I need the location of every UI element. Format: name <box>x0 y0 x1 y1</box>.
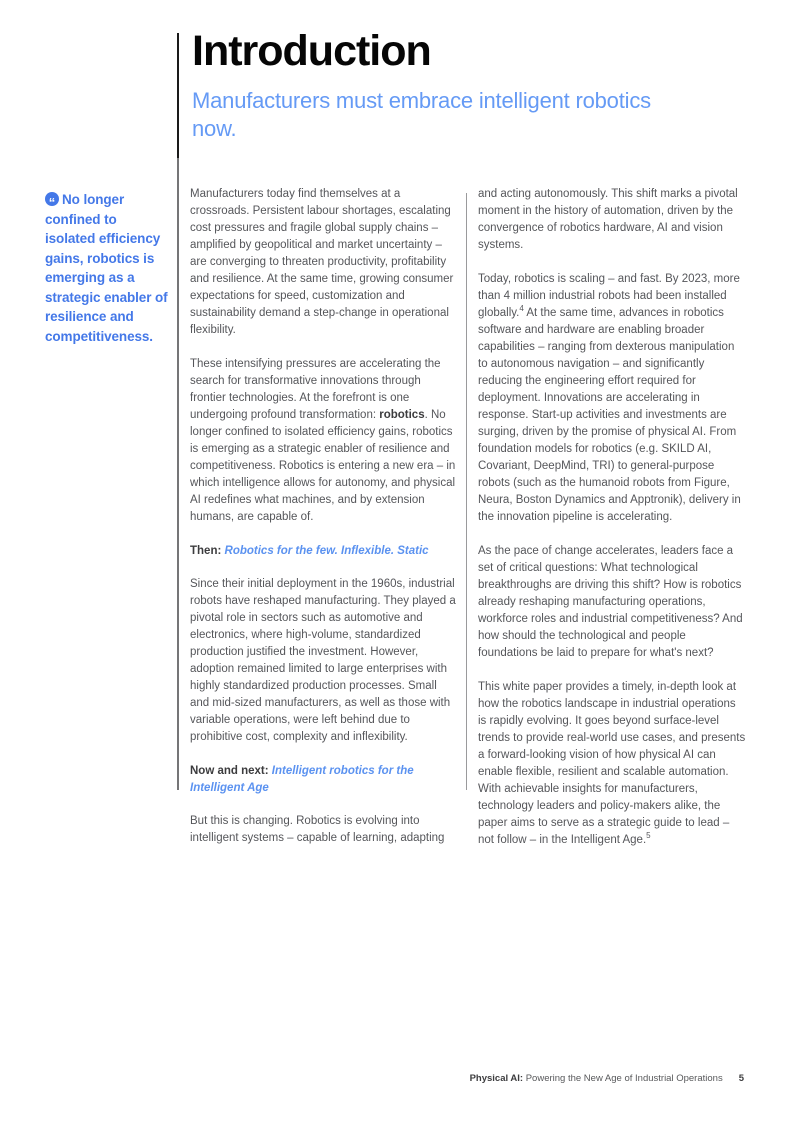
quote-icon <box>45 192 59 206</box>
pullquote <box>45 190 169 346</box>
pullquote-text: No longer confined to isolated efficiency gains, robotics is emerging as a strategic enabler of resilience and competitiveness. <box>45 192 168 344</box>
doc-footer <box>470 1073 744 1085</box>
paragraph-1960s-deployment: Since their initial deployment in the 1960s, industrial robots have reshaped manufacturing. They played a pivotal role in sectors such as automotive and electronics, where high-volume, standardized production justified the investment. However, adoption remained limited to large enterprises with highly standardized production processes. Small and mid-sized manufacturers, as well as those with variable operations, were left behind due to prohibitive cost, complexity and inflexibility. <box>190 578 456 743</box>
section-heading-then: Then: Robotics for the few. Inflexible. Static <box>190 545 429 557</box>
footer-doc-title <box>470 1073 723 1085</box>
paragraph-intensifying-pressures: These intensifying pressures are accelerating the search for transformative innovations through frontier technologies. At the forefront is one undergoing profound transformation: robotics. No longer confined to isolated efficiency gains, robotics is emerging as a strategic enabler of resilience and competitiveness. Robotics is entering a new era – in which intelligence allows for autonomy, and physical AI redefines what machines, and by extension humans, are capable of. <box>190 358 456 523</box>
left-column-divider <box>177 158 179 790</box>
body-column-1 <box>190 186 457 864</box>
footer-doc-title-rest: Powering the New Age of Industrial Operations <box>523 1073 723 1084</box>
section-heading-now-and-next: Now and next: Intelligent robotics for the Intelligent Age <box>190 765 414 794</box>
doc-header <box>192 29 692 143</box>
footnote-ref-4: 4 <box>519 304 524 314</box>
paragraph-this-is-changing: But this is changing. Robotics is evolving into intelligent systems – capable of learning, adapting <box>190 815 445 844</box>
page-title: Introduction <box>192 27 431 75</box>
footer-doc-title-bold: Physical AI: <box>469 1073 524 1084</box>
title-rule <box>177 33 179 158</box>
page-number: 5 <box>738 1073 744 1084</box>
bold-robotics: robotics <box>379 409 425 421</box>
paragraph-white-paper-purpose: This white paper provides a timely, in-depth look at how the robotics landscape in industrial operations is rapidly evolving. It goes beyond surface-level trends to provide real-world use cases, and presents a forward-looking vision of how physical AI can enable flexible, resilient and scalable automation. With achievable insights for manufacturers, technology leaders and policy-makers alike, the paper aims to serve as a strategic guide to lead – not follow – in the Intelligent Age.$^5$ <box>478 681 746 846</box>
paragraph-robotics-scaling: Today, robotics is scaling – and fast. By 2023, more than 4 million industrial robots had been installed globally.$^4$ At the same time, advances in robotics software and hardware are enabling broader capabilities – ranging from dexterous manipulation to autonomous navigation – and significantly reducing the engineering effort required for deployment. Innovations are accelerating in response. Start-up activities and investments are surging, driven by the promise of physical AI. From foundation models for robotics (e.g. SKILD AI, Covariant, DeepMind, TRI) to general-purpose robots (such as the humanoid robots from Figure, Neura, Boston Dynamics and Apptronik), delivery in the innovation pipeline is accelerating. <box>478 273 741 523</box>
body-column-2 <box>478 186 746 866</box>
page-subtitle: Manufacturers must embrace intelligent robotics now. <box>192 88 651 142</box>
paragraph-critical-questions: As the pace of change accelerates, leaders face a set of critical questions: What technological breakthroughs are driving this shift? How is robotics already reshaping manufacturing operations, workforce roles and industrial competitiveness? And how should the technological and people foundations be laid to prepare for what's next? <box>478 545 743 659</box>
column-divider <box>466 193 467 790</box>
paragraph-acting-autonomously: and acting autonomously. This shift marks a pivotal moment in the history of automation, driven by the convergence of robotics hardware, AI and vision systems. <box>478 188 738 251</box>
paragraph-crossroads: Manufacturers today find themselves at a crossroads. Persistent labour shortages, escalating cost pressures and fragile global supply chains – amplified by geopolitical and market uncertainty – are converging to threaten productivity, profitability and resilience. At the same time, growing consumer expectations for speed, customization and sustainability demand a step-change in operational flexibility. <box>190 188 454 336</box>
footnote-ref-5: 5 <box>646 831 651 841</box>
